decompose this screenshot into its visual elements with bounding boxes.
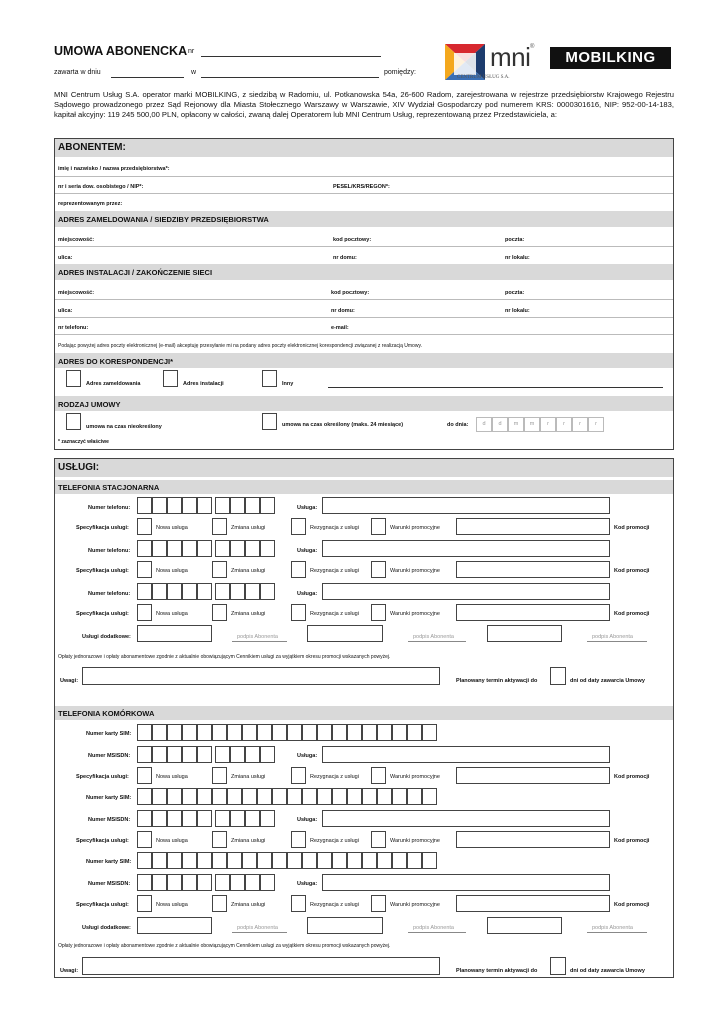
fixed-2-phone-digit-cell[interactable] xyxy=(197,540,212,557)
mobile-2-spec-label: Specyfikacja usługi: xyxy=(76,838,129,844)
mobile-3-sim-digit-cell[interactable] xyxy=(242,852,257,869)
corr-other-field[interactable] xyxy=(328,387,663,388)
fixed-3-usluga-field[interactable] xyxy=(322,583,610,600)
mobile-2-sim-digit-cell[interactable] xyxy=(377,788,392,805)
fixed-1-opt-promo-label: Warunki promocyjne xyxy=(390,525,440,531)
type-opt1-label: umowa na czas nieokreślony xyxy=(86,424,162,430)
mobile-3-sim-digit-cell[interactable] xyxy=(317,852,332,869)
mobile-1-opt-change-label: Zmiana usługi xyxy=(231,774,266,780)
mobile-extra-3[interactable] xyxy=(487,917,562,934)
fixed-1-opt-promo-checkbox[interactable] xyxy=(371,518,386,535)
addr-city-label: miejscowość: xyxy=(58,237,95,243)
fixed-1-promo-code-label: Kod promocji xyxy=(614,525,650,531)
fixed-title: TELEFONIA STACJONARNA xyxy=(58,483,160,492)
fixed-1-usluga-label: Usługa: xyxy=(297,505,318,511)
fixed-2-opt-resign-label: Rezygnacja z usługi xyxy=(310,568,359,574)
mni-subtitle: CENTRUM USŁUG S.A. xyxy=(457,75,510,80)
mobile-2-sim-digit-cell[interactable] xyxy=(137,788,152,805)
mobile-2-sim-digit-cell[interactable] xyxy=(347,788,362,805)
mobile-remarks-label: Uwagi: xyxy=(60,968,79,974)
mobile-3-sim-digit-cell[interactable] xyxy=(392,852,407,869)
mobile-1-msisdn-digit-cell[interactable] xyxy=(230,746,245,763)
mobile-3-msisdn-digit-cell[interactable] xyxy=(182,874,197,891)
addr-postal-label: kod pocztowy: xyxy=(333,237,372,243)
mobile-1-sim-digit-cell[interactable] xyxy=(302,724,317,741)
nr-label: nr xyxy=(188,48,195,55)
fixed-3-phone-label: Numer telefonu: xyxy=(88,591,131,597)
fixed-1-phone-label: Numer telefonu: xyxy=(88,505,131,511)
fixed-3-promo-code-field[interactable] xyxy=(456,604,610,621)
mobile-3-msisdn-digit-cell[interactable] xyxy=(260,874,275,891)
mobile-2-sim-digit-cell[interactable] xyxy=(317,788,332,805)
fixed-3-phone-digit-cell[interactable] xyxy=(215,583,230,600)
fixed-1-promo-code-field[interactable] xyxy=(456,518,610,535)
uslugi-title: USŁUGI: xyxy=(58,462,100,473)
mobile-title: TELEFONIA KOMÓRKOWA xyxy=(58,709,155,718)
mobile-1-opt-new-label: Nowa usługa xyxy=(156,774,188,780)
mobile-3-msisdn-digit-cell[interactable] xyxy=(167,874,182,891)
contract-date-field[interactable] xyxy=(111,77,184,78)
fixed-3-phone-digit-cell[interactable] xyxy=(197,583,212,600)
fixed-2-phone-digit-cell[interactable] xyxy=(182,540,197,557)
fixed-2-phone-digit-cell[interactable] xyxy=(260,540,275,557)
fixed-extra-label: Usługi dodatkowe: xyxy=(82,634,131,640)
mobile-1-spec-label: Specyfikacja usługi: xyxy=(76,774,129,780)
fixed-1-phone-digit-cell[interactable] xyxy=(260,497,275,514)
mobile-3-msisdn-digit-cell[interactable] xyxy=(197,874,212,891)
mobile-1-msisdn-digit-cell[interactable] xyxy=(167,746,182,763)
do-dnia-label: do dnia: xyxy=(447,422,469,428)
fixed-2-phone-digit-cell[interactable] xyxy=(137,540,152,557)
fixed-2-phone-digit-cell[interactable] xyxy=(152,540,167,557)
mobile-fees: Opłaty jednorazowe i opłaty abonamentowe zgodnie z aktualnie obowiązującym Cennikiem usługi za wyjątkiem okresu promocji wskazanych powyżej. xyxy=(58,943,391,949)
w-label: w xyxy=(191,69,197,76)
mobile-3-promo-code-field[interactable] xyxy=(456,895,610,912)
mobile-2-opt-resign-label: Rezygnacja z usługi xyxy=(310,838,359,844)
inst-post-label: poczta: xyxy=(505,290,525,296)
phone-label: nr telefonu: xyxy=(58,325,89,331)
fixed-3-spec-label: Specyfikacja usługi: xyxy=(76,611,129,617)
mobile-days-field[interactable] xyxy=(550,957,566,975)
mobile-3-sim-label: Numer karty SIM: xyxy=(86,859,132,865)
mobile-2-msisdn-digit-cell[interactable] xyxy=(137,810,152,827)
fixed-sign-2: podpis Abonenta xyxy=(413,634,454,640)
mobile-1-sim-digit-cell[interactable] xyxy=(392,724,407,741)
mobile-3-sim-digit-cell[interactable] xyxy=(182,852,197,869)
mobile-1-opt-promo-checkbox[interactable] xyxy=(371,767,386,784)
fixed-1-phone-digit-cell[interactable] xyxy=(215,497,230,514)
fixed-3-phone-digit-cell[interactable] xyxy=(167,583,182,600)
fixed-2-phone-digit-cell[interactable] xyxy=(245,540,260,557)
mobile-2-usluga-label: Usługa: xyxy=(297,817,318,823)
mobile-3-msisdn-digit-cell[interactable] xyxy=(215,874,230,891)
mobile-remarks-field[interactable] xyxy=(82,957,440,975)
mobile-2-sim-digit-cell[interactable] xyxy=(407,788,422,805)
fixed-3-promo-code-label: Kod promocji xyxy=(614,611,650,617)
mobile-3-sim-digit-cell[interactable] xyxy=(347,852,362,869)
mobile-2-sim-digit-cell[interactable] xyxy=(287,788,302,805)
inst-postal-label: kod pocztowy: xyxy=(331,290,370,296)
mobile-2-sim-digit-cell[interactable] xyxy=(167,788,182,805)
mni-wordmark: mni xyxy=(490,42,531,72)
mobile-planned-label: Planowany termin aktywacji do xyxy=(456,968,538,974)
addr-title: ADRES ZAMELDOWANIA / SIEDZIBY PRZEDSIĘBIORSTWA xyxy=(58,215,269,224)
fixed-3-phone-digit-cell[interactable] xyxy=(230,583,245,600)
name-label: imię i nazwisko / nazwa przedsiębiorstwa*: xyxy=(58,166,170,172)
mobile-1-opt-promo-label: Warunki promocyjne xyxy=(390,774,440,780)
mobile-3-sim-digit-cell[interactable] xyxy=(287,852,302,869)
pomiedzy-label: pomiędzy: xyxy=(384,69,416,76)
mobile-3-sim-digit-cell[interactable] xyxy=(332,852,347,869)
fixed-1-phone-digit-cell[interactable] xyxy=(152,497,167,514)
mobile-3-opt-resign-label: Rezygnacja z usługi xyxy=(310,902,359,908)
mobile-1-promo-code-field[interactable] xyxy=(456,767,610,784)
registered-mark: ® xyxy=(530,44,535,50)
fixed-extra-1[interactable] xyxy=(137,625,212,642)
type-opt2-label: umowa na czas określony (maks. 24 miesiące) xyxy=(282,422,404,428)
mobile-3-spec-label: Specyfikacja usługi: xyxy=(76,902,129,908)
mobile-3-sim-digit-cell[interactable] xyxy=(197,852,212,869)
fixed-1-usluga-field[interactable] xyxy=(322,497,610,514)
mobile-2-sim-digit-cell[interactable] xyxy=(152,788,167,805)
mobile-days-label: dni od daty zawarcia Umowy xyxy=(570,968,645,974)
fixed-1-opt-change-label: Zmiana usługi xyxy=(231,525,266,531)
corr-opt1-label: Adres zameldowania xyxy=(86,381,141,387)
fixed-1-phone-digit-cell[interactable] xyxy=(245,497,260,514)
fixed-1-phone-digit-cell[interactable] xyxy=(137,497,152,514)
fixed-2-opt-promo-label: Warunki promocyjne xyxy=(390,568,440,574)
mobile-2-sim-digit-cell[interactable] xyxy=(197,788,212,805)
mobile-2-sim-digit-cell[interactable] xyxy=(242,788,257,805)
fixed-2-promo-code-field[interactable] xyxy=(456,561,610,578)
mobile-3-msisdn-label: Numer MSISDN: xyxy=(88,881,131,887)
corr-opt3-label: Inny xyxy=(282,381,294,387)
mobile-3-sim-digit-cell[interactable] xyxy=(272,852,287,869)
mobile-1-opt-change-checkbox[interactable] xyxy=(212,767,227,784)
corr-title: ADRES DO KORESPONDENCJI* xyxy=(58,357,174,366)
mobile-3-usluga-label: Usługa: xyxy=(297,881,318,887)
mobile-2-sim-digit-cell[interactable] xyxy=(272,788,287,805)
fixed-extra-3[interactable] xyxy=(487,625,562,642)
contract-title: UMOWA ABONENCKA xyxy=(54,44,188,58)
inst-flat-label: nr lokalu: xyxy=(505,308,530,314)
mobile-2-msisdn-digit-cell[interactable] xyxy=(215,810,230,827)
mobile-3-sim-digit-cell[interactable] xyxy=(167,852,182,869)
fixed-2-opt-resign-checkbox[interactable] xyxy=(291,561,306,578)
fixed-2-phone-digit-cell[interactable] xyxy=(230,540,245,557)
mobile-2-usluga-field[interactable] xyxy=(322,810,610,827)
footnote: * zaznaczyć właściwe xyxy=(58,439,109,445)
inst-title: ADRES INSTALACJI / ZAKOŃCZENIE SIECI xyxy=(58,268,213,277)
mobile-1-msisdn-digit-cell[interactable] xyxy=(152,746,167,763)
abonent-title: ABONENTEM: xyxy=(58,142,126,153)
inst-city-label: miejscowość: xyxy=(58,290,95,296)
corr-opt2-label: Adres instalacji xyxy=(183,381,224,387)
type-title: RODZAJ UMOWY xyxy=(58,400,121,409)
fixed-3-opt-promo-checkbox[interactable] xyxy=(371,604,386,621)
corr-opt2-checkbox[interactable] xyxy=(163,370,178,387)
addr-street-label: ulica: xyxy=(58,255,73,261)
contract-number-field[interactable] xyxy=(201,56,381,57)
mobile-1-promo-code-label: Kod promocji xyxy=(614,774,650,780)
mobile-2-opt-promo-checkbox[interactable] xyxy=(371,831,386,848)
fixed-3-opt-new-label: Nowa usługa xyxy=(156,611,188,617)
mobile-1-sim-digit-cell[interactable] xyxy=(422,724,437,741)
fixed-1-spec-label: Specyfikacja usługi: xyxy=(76,525,129,531)
fixed-2-phone-digit-cell[interactable] xyxy=(167,540,182,557)
mobile-1-sim-digit-cell[interactable] xyxy=(377,724,392,741)
fixed-2-promo-code-label: Kod promocji xyxy=(614,568,650,574)
mobile-1-sim-digit-cell[interactable] xyxy=(257,724,272,741)
mobile-2-msisdn-digit-cell[interactable] xyxy=(197,810,212,827)
fixed-2-spec-label: Specyfikacja usługi: xyxy=(76,568,129,574)
fixed-3-phone-digit-cell[interactable] xyxy=(152,583,167,600)
mobile-3-sim-digit-cell[interactable] xyxy=(152,852,167,869)
mobile-2-sim-digit-cell[interactable] xyxy=(332,788,347,805)
fixed-planned-label: Planowany termin aktywacji do xyxy=(456,678,538,684)
fixed-2-opt-promo-checkbox[interactable] xyxy=(371,561,386,578)
fixed-2-opt-new-checkbox[interactable] xyxy=(137,561,152,578)
mobile-2-msisdn-digit-cell[interactable] xyxy=(245,810,260,827)
mobile-1-msisdn-label: Numer MSISDN: xyxy=(88,753,131,759)
mobile-2-msisdn-digit-cell[interactable] xyxy=(260,810,275,827)
mobile-3-opt-promo-checkbox[interactable] xyxy=(371,895,386,912)
fixed-3-usluga-label: Usługa: xyxy=(297,591,318,597)
fixed-1-opt-resign-label: Rezygnacja z usługi xyxy=(310,525,359,531)
mobile-2-sim-digit-cell[interactable] xyxy=(257,788,272,805)
id-label: nr i seria dow. osobistego / NIP*: xyxy=(58,184,144,190)
fixed-2-usluga-field[interactable] xyxy=(322,540,610,557)
mobile-1-sim-digit-cell[interactable] xyxy=(362,724,377,741)
fixed-3-opt-change-label: Zmiana usługi xyxy=(231,611,266,617)
corr-opt1-checkbox[interactable] xyxy=(66,370,81,387)
mobile-3-opt-new-checkbox[interactable] xyxy=(137,895,152,912)
mobile-3-opt-resign-checkbox[interactable] xyxy=(291,895,306,912)
mobile-1-sim-digit-cell[interactable] xyxy=(182,724,197,741)
email-label: e-mail: xyxy=(331,325,349,331)
mobile-2-msisdn-digit-cell[interactable] xyxy=(152,810,167,827)
mobile-3-msisdn-digit-cell[interactable] xyxy=(137,874,152,891)
mobile-1-opt-resign-label: Rezygnacja z usługi xyxy=(310,774,359,780)
mobile-1-sim-digit-cell[interactable] xyxy=(167,724,182,741)
mobile-2-sim-digit-cell[interactable] xyxy=(212,788,227,805)
mobile-2-promo-code-label: Kod promocji xyxy=(614,838,650,844)
mobile-3-opt-change-label: Zmiana usługi xyxy=(231,902,266,908)
pesel-label: PESEL/KRS/REGON*: xyxy=(333,184,390,190)
mobile-3-promo-code-label: Kod promocji xyxy=(614,902,650,908)
fixed-1-phone-digit-cell[interactable] xyxy=(182,497,197,514)
fixed-remarks-field[interactable] xyxy=(82,667,440,685)
fixed-1-phone-digit-cell[interactable] xyxy=(197,497,212,514)
mobile-3-sim-digit-cell[interactable] xyxy=(137,852,152,869)
mobile-3-sim-digit-cell[interactable] xyxy=(302,852,317,869)
mobile-sign-2: podpis Abonenta xyxy=(413,925,454,931)
mobile-1-sim-digit-cell[interactable] xyxy=(317,724,332,741)
mobile-1-sim-digit-cell[interactable] xyxy=(347,724,362,741)
date-cell[interactable]: m xyxy=(508,417,524,432)
fixed-3-opt-promo-label: Warunki promocyjne xyxy=(390,611,440,617)
mobile-2-opt-new-checkbox[interactable] xyxy=(137,831,152,848)
addr-house-label: nr domu: xyxy=(333,255,357,261)
email-consent: Podając powyżej adres poczty elektronicznej (e-mail) akceptuję przesyłanie mi na podany adres poczty elektronicznej korespondencji związanej z realizacją Umowy. xyxy=(58,343,422,349)
addr-post-label: poczta: xyxy=(505,237,525,243)
mobile-3-opt-change-checkbox[interactable] xyxy=(212,895,227,912)
mobilking-logo: MOBILKING xyxy=(550,47,671,69)
date-cell[interactable]: d xyxy=(476,417,492,432)
mobile-2-sim-label: Numer karty SIM: xyxy=(86,795,132,801)
mobile-3-sim-digit-cell[interactable] xyxy=(212,852,227,869)
mobile-3-sim-digit-cell[interactable] xyxy=(227,852,242,869)
date-cell[interactable]: r xyxy=(572,417,588,432)
mobile-3-msisdn-digit-cell[interactable] xyxy=(230,874,245,891)
fixed-3-opt-resign-label: Rezygnacja z usługi xyxy=(310,611,359,617)
mobile-1-msisdn-digit-cell[interactable] xyxy=(182,746,197,763)
fixed-fees: Opłaty jednorazowe i opłaty abonamentowe zgodnie z aktualnie obowiązującym Cennikiem usługi za wyjątkiem okresu promocji wskazanych powyżej. xyxy=(58,654,391,660)
fixed-3-opt-resign-checkbox[interactable] xyxy=(291,604,306,621)
date-cell[interactable]: m xyxy=(524,417,540,432)
mobile-2-msisdn-label: Numer MSISDN: xyxy=(88,817,131,823)
mobile-1-msisdn-digit-cell[interactable] xyxy=(245,746,260,763)
mobile-1-opt-new-checkbox[interactable] xyxy=(137,767,152,784)
mobile-1-sim-label: Numer karty SIM: xyxy=(86,731,132,737)
mobile-extra-2[interactable] xyxy=(307,917,383,934)
mobile-2-promo-code-field[interactable] xyxy=(456,831,610,848)
mobile-2-sim-digit-cell[interactable] xyxy=(392,788,407,805)
fixed-2-opt-change-checkbox[interactable] xyxy=(212,561,227,578)
mobile-1-sim-digit-cell[interactable] xyxy=(197,724,212,741)
mobile-sign-1: podpis Abonenta xyxy=(237,925,278,931)
fixed-1-opt-resign-checkbox[interactable] xyxy=(291,518,306,535)
date-cell[interactable]: r xyxy=(540,417,556,432)
mobile-sign-3: podpis Abonenta xyxy=(592,925,633,931)
mobile-1-sim-digit-cell[interactable] xyxy=(272,724,287,741)
mobile-3-msisdn-digit-cell[interactable] xyxy=(245,874,260,891)
fixed-3-phone-digit-cell[interactable] xyxy=(260,583,275,600)
date-cell[interactable]: d xyxy=(492,417,508,432)
inst-street-label: ulica: xyxy=(58,308,73,314)
mobile-2-msisdn-digit-cell[interactable] xyxy=(182,810,197,827)
mobile-2-opt-resign-checkbox[interactable] xyxy=(291,831,306,848)
mobile-2-opt-promo-label: Warunki promocyjne xyxy=(390,838,440,844)
mobile-1-usluga-field[interactable] xyxy=(322,746,610,763)
uslugi-header-bar xyxy=(55,459,673,477)
fixed-1-opt-change-checkbox[interactable] xyxy=(212,518,227,535)
mobile-3-opt-promo-label: Warunki promocyjne xyxy=(390,902,440,908)
mobile-3-msisdn-digit-cell[interactable] xyxy=(152,874,167,891)
corr-opt3-checkbox[interactable] xyxy=(262,370,277,387)
mobile-1-sim-digit-cell[interactable] xyxy=(137,724,152,741)
mobile-1-msisdn-digit-cell[interactable] xyxy=(137,746,152,763)
mobile-2-sim-digit-cell[interactable] xyxy=(362,788,377,805)
mobile-3-sim-digit-cell[interactable] xyxy=(377,852,392,869)
mobile-3-usluga-field[interactable] xyxy=(322,874,610,891)
fixed-sign-3: podpis Abonenta xyxy=(592,634,633,640)
date-cell[interactable]: r xyxy=(588,417,604,432)
mobile-1-sim-digit-cell[interactable] xyxy=(287,724,302,741)
mobile-2-sim-digit-cell[interactable] xyxy=(422,788,437,805)
mobile-1-sim-digit-cell[interactable] xyxy=(212,724,227,741)
fixed-2-opt-change-label: Zmiana usługi xyxy=(231,568,266,574)
mobile-2-sim-digit-cell[interactable] xyxy=(227,788,242,805)
type-header-bar xyxy=(55,396,673,411)
type-opt2-checkbox[interactable] xyxy=(262,413,277,430)
mobile-2-sim-digit-cell[interactable] xyxy=(302,788,317,805)
mobile-1-sim-digit-cell[interactable] xyxy=(332,724,347,741)
date-cell[interactable]: r xyxy=(556,417,572,432)
mobile-2-sim-digit-cell[interactable] xyxy=(182,788,197,805)
fixed-3-phone-digit-cell[interactable] xyxy=(245,583,260,600)
fixed-1-phone-digit-cell[interactable] xyxy=(167,497,182,514)
rep-label: reprezentowanym przez: xyxy=(58,201,123,207)
mni-logo xyxy=(445,44,545,82)
fixed-2-phone-digit-cell[interactable] xyxy=(215,540,230,557)
mobile-3-opt-new-label: Nowa usługa xyxy=(156,902,188,908)
mobile-2-opt-change-label: Zmiana usługi xyxy=(231,838,266,844)
fixed-sign-1: podpis Abonenta xyxy=(237,634,278,640)
fixed-1-phone-digit-cell[interactable] xyxy=(230,497,245,514)
fixed-3-phone-digit-cell[interactable] xyxy=(182,583,197,600)
fixed-2-opt-new-label: Nowa usługa xyxy=(156,568,188,574)
mobile-3-sim-digit-cell[interactable] xyxy=(407,852,422,869)
mobile-3-sim-digit-cell[interactable] xyxy=(362,852,377,869)
fixed-3-opt-new-checkbox[interactable] xyxy=(137,604,152,621)
fixed-2-phone-label: Numer telefonu: xyxy=(88,548,131,554)
mobile-1-msisdn-digit-cell[interactable] xyxy=(197,746,212,763)
mobile-2-msisdn-digit-cell[interactable] xyxy=(167,810,182,827)
fixed-extra-2[interactable] xyxy=(307,625,383,642)
mobile-extra-label: Usługi dodatkowe: xyxy=(82,925,131,931)
inst-house-label: nr domu: xyxy=(331,308,355,314)
mobile-1-sim-digit-cell[interactable] xyxy=(152,724,167,741)
fixed-days-field[interactable] xyxy=(550,667,566,685)
mobile-1-msisdn-digit-cell[interactable] xyxy=(215,746,230,763)
type-opt1-checkbox[interactable] xyxy=(66,413,81,430)
fixed-remarks-label: Uwagi: xyxy=(60,678,79,684)
fixed-3-phone-digit-cell[interactable] xyxy=(137,583,152,600)
intro-paragraph: MNI Centrum Usług S.A. operator marki MOBILKING, z siedzibą w Radomiu, ul. Potkanowska 54a, 26-600 Radom, zarejestrowana w rejestrze przedsiębiorstw Krajowego Rejestru Sądowego prowadzonego przez Sąd Rejonowy dla Miasta Stołecznego Warszawy w Warszawie, XIV Wydział Gospodarczy pod numerem KRS: 0000301616, NIP: 952-00-14-183, kapitał akcyjny: 119 245 500,00 PLN, opłacony w całości, zwaną dalej Operatorem lub MNI Centrum Usług, reprezentowaną przez Przedstawiciela, a: xyxy=(54,90,674,119)
mobile-2-opt-change-checkbox[interactable] xyxy=(212,831,227,848)
addr-flat-label: nr lokalu: xyxy=(505,255,530,261)
mobile-1-sim-digit-cell[interactable] xyxy=(407,724,422,741)
zawarta-label: zawarta w dniu xyxy=(54,69,101,76)
mobile-1-sim-digit-cell[interactable] xyxy=(227,724,242,741)
mobile-3-sim-digit-cell[interactable] xyxy=(257,852,272,869)
mobile-1-opt-resign-checkbox[interactable] xyxy=(291,767,306,784)
abonent-header-bar xyxy=(55,139,673,157)
mobile-2-opt-new-label: Nowa usługa xyxy=(156,838,188,844)
mobile-extra-1[interactable] xyxy=(137,917,212,934)
mobile-1-msisdn-digit-cell[interactable] xyxy=(260,746,275,763)
mobile-1-sim-digit-cell[interactable] xyxy=(242,724,257,741)
mobile-1-usluga-label: Usługa: xyxy=(297,753,318,759)
mobile-2-msisdn-digit-cell[interactable] xyxy=(230,810,245,827)
fixed-1-opt-new-checkbox[interactable] xyxy=(137,518,152,535)
mobile-3-sim-digit-cell[interactable] xyxy=(422,852,437,869)
fixed-1-opt-new-label: Nowa usługa xyxy=(156,525,188,531)
fixed-days-label: dni od daty zawarcia Umowy xyxy=(570,678,645,684)
contract-place-field[interactable] xyxy=(201,77,379,78)
fixed-3-opt-change-checkbox[interactable] xyxy=(212,604,227,621)
fixed-2-usluga-label: Usługa: xyxy=(297,548,318,554)
